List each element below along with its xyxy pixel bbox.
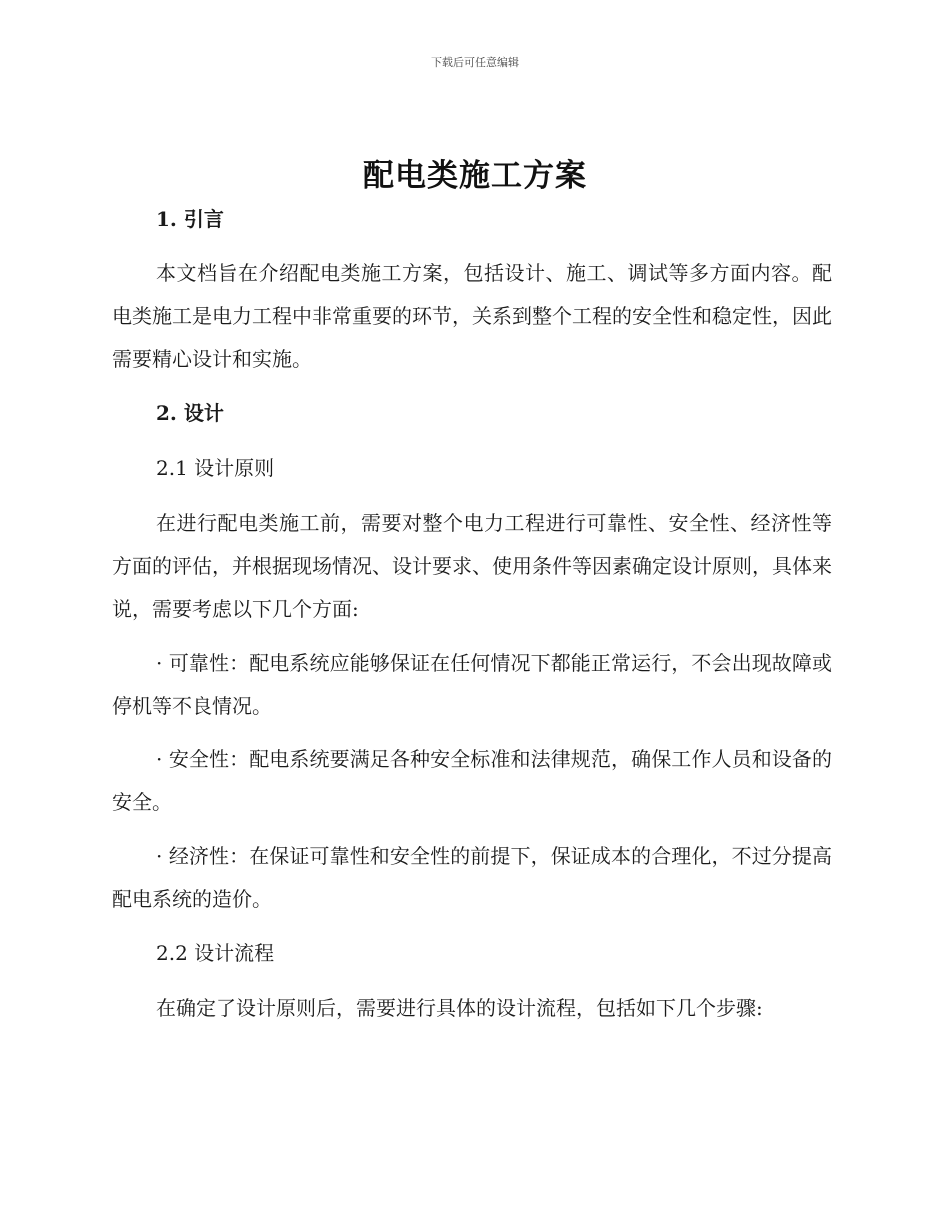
intro-paragraph: 本文档旨在介绍配电类施工方案，包括设计、施工、调试等多方面内容。配电类施工是电力工程中非常重要的环节，关系到整个工程的安全性和稳定性，因此需要精心设计和实施。	[112, 261, 832, 371]
section-2-1-heading: 2.1 设计原则	[156, 456, 275, 480]
section-1-heading: 1. 引言	[156, 207, 224, 231]
header-note: 下载后可任意编辑	[431, 56, 519, 69]
bullet-safety: · 安全性：配电系统要满足各种安全标准和法律规范，确保工作人员和设备的安全。	[112, 747, 832, 814]
design-process-paragraph: 在确定了设计原则后，需要进行具体的设计流程，包括如下几个步骤:	[156, 996, 763, 1020]
design-principles-paragraph: 在进行配电类施工前，需要对整个电力工程进行可靠性、安全性、经济性等方面的评估，并根据现场情况、设计要求、使用条件等因素确定设计原则，具体来说，需要考虑以下几个方面:	[112, 511, 832, 621]
page-title: 配电类施工方案	[363, 158, 587, 194]
section-2-heading: 2. 设计	[156, 401, 224, 425]
bullet-economy: · 经济性：在保证可靠性和安全性的前提下，保证成本的合理化，不过分提高配电系统的造价。	[112, 844, 832, 911]
section-2-2-heading: 2.2 设计流程	[156, 941, 275, 965]
bullet-reliability: · 可靠性：配电系统应能够保证在任何情况下都能正常运行，不会出现故障或停机等不良情况。	[112, 651, 832, 718]
